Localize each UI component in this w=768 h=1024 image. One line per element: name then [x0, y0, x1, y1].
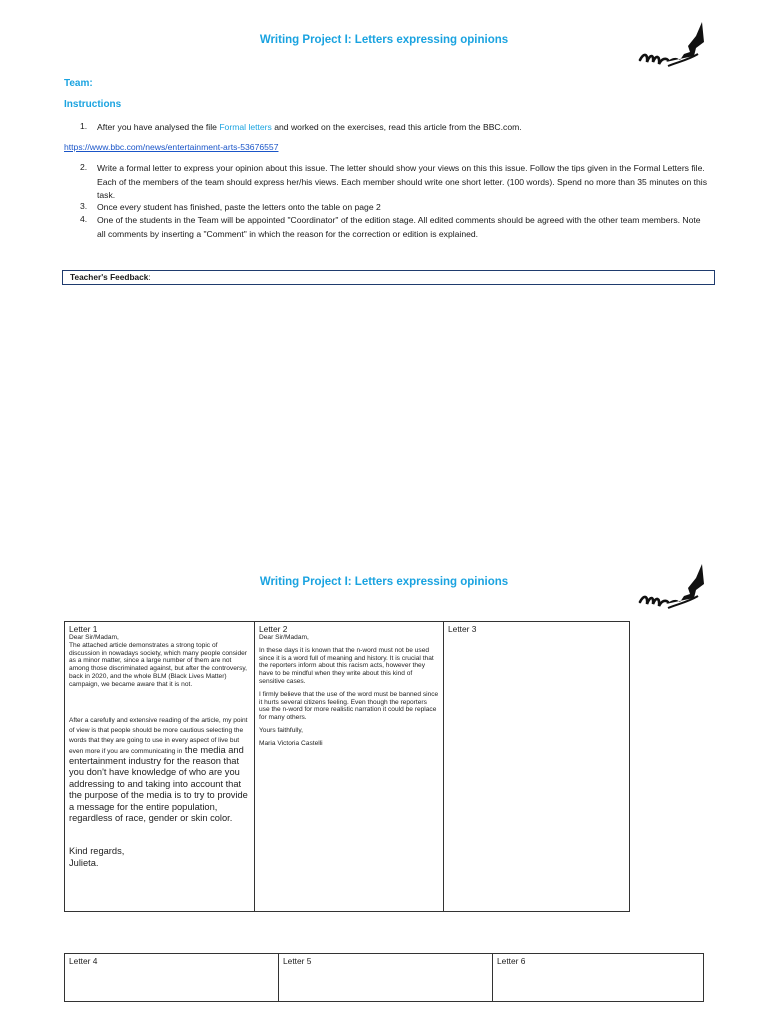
letters-table-top [64, 621, 630, 912]
letter-1-paragraph-1: The attached article demonstrates a strong topic of discussion in nowadays society, which many people consider as a minor matter, since a large number of them are not among those discriminated against, but after the controversy, back in 2020, and the whole BLM (Black Lives Matter) campaign, we became aware that it is not. [69, 641, 248, 688]
feedback-colon: : [148, 272, 151, 282]
item-number: 3. [80, 201, 88, 211]
item-text: and worked on the exercises, read this article from the BBC.com. [271, 122, 522, 132]
letter-1-salutation: Dear Sir/Madam, [69, 634, 119, 641]
letter-6-cell[interactable] [493, 954, 704, 1002]
page-title: Writing Project I: Letters expressing opinions [259, 34, 509, 46]
letter-1-cell[interactable] [65, 622, 255, 912]
instruction-item-2 [0, 162, 768, 201]
feedback-label: Teacher's Feedback [70, 272, 149, 282]
letter-2-closing: Yours faithfully, [259, 726, 303, 734]
instruction-item-4 [0, 214, 768, 244]
letter-6-label: Letter 6 [497, 956, 526, 966]
instruction-item-3 [0, 201, 768, 215]
letter-2-label: Letter 2 [259, 624, 288, 634]
letter-3-cell[interactable] [444, 622, 630, 912]
letter-1-paragraph-2-large: the media and entertainment industry for the reason that you don't have knowledge of who are you addressing to and taking into account that the purpose of the media is to try to provide a message for the entire population, regardless of race, gender or skin color. [69, 744, 248, 824]
pen-signature-logo-icon [638, 560, 708, 616]
letter-1-label: Letter 1 [69, 624, 98, 634]
letter-1-closing: Kind regards, [69, 846, 125, 857]
letters-table-bottom [64, 953, 704, 1002]
letter-1-paragraph-2-small: After a carefully and extensive reading of the article, my point of view is that people should be more cautious selecting the words that they are going to use in every aspect of live but even more if you are communicating in [69, 716, 248, 755]
item-number: 2. [80, 162, 88, 172]
item-text: One of the students in the Team will be appointed "Coordinator" of the edition stage. All edited comments should be agreed with the other team members. Note all comments by inserting a "Comment" in which the reason for the correction or edition is explained. [97, 215, 701, 239]
letter-4-cell[interactable] [65, 954, 279, 1002]
formal-letters-link[interactable]: Formal letters [219, 122, 272, 132]
bbc-article-link[interactable]: https://www.bbc.com/news/entertainment-arts-53676557 [64, 142, 279, 152]
letter-5-cell[interactable] [279, 954, 493, 1002]
item-text: After you have analysed the file [97, 122, 220, 132]
letter-2-salutation: Dear Sir/Madam, [259, 634, 309, 641]
letter-2-paragraph-2: I firmly believe that the use of the word must be banned since it hurts several citizens feeling. Even though the reporters use the n-word for more realistic narration it could be replace for many others. [259, 690, 439, 722]
letter-2-paragraph-1: In these days it is known that the n-word must not be used since it is a word full of meaning and history. It is crucial that the reporters inform about this racism acts, however they have to be mindful when they write about this kind of sensitive cases. [259, 646, 434, 685]
instructions-heading: Instructions [64, 99, 122, 110]
item-number: 4. [80, 214, 88, 224]
item-text: Once every student has finished, paste the letters onto the table on page 2 [97, 202, 381, 212]
pen-signature-logo-icon [638, 18, 708, 74]
letter-2-signature: Maria Victoria Castelli [259, 739, 323, 747]
instruction-item-1 [0, 121, 768, 135]
item-text: Write a formal letter to express your opinion about this issue. The letter should show your views on this this issue. Follow the tips given in the Formal Letters file. Each of the members of the team should express her/his views. Each member should write one short letter. (100 words). Spend no more than 35 minutes on this task. [97, 163, 707, 201]
letter-4-label: Letter 4 [69, 956, 98, 966]
page2-title: Writing Project I: Letters expressing opinions [259, 576, 509, 588]
letter-2-cell[interactable] [255, 622, 444, 912]
letter-1-paragraph-2 [69, 715, 250, 825]
letter-1-signature: Julieta. [69, 857, 99, 868]
letter-5-label: Letter 5 [283, 956, 312, 966]
team-label: Team: [64, 78, 93, 89]
letter-3-label: Letter 3 [448, 624, 477, 634]
teacher-feedback-box[interactable] [62, 270, 715, 285]
item-number: 1. [80, 121, 88, 131]
